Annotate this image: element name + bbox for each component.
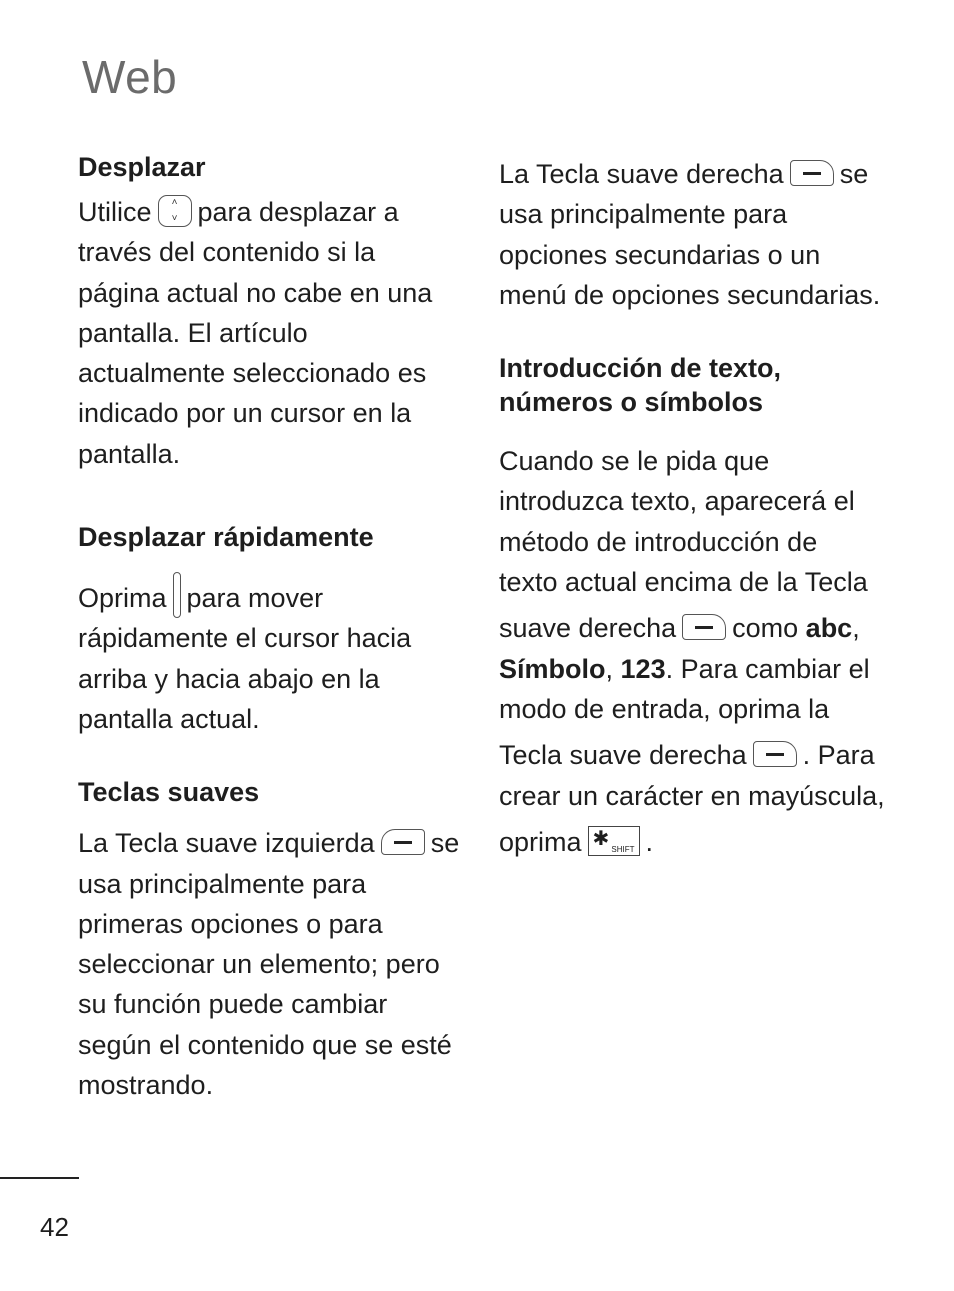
- right-column: [499, 154, 899, 862]
- nav-down-arrow: ˅: [171, 212, 178, 224]
- line: texto actual encima de la Tecla: [499, 567, 868, 598]
- mode-abc: abc: [805, 613, 853, 644]
- line: actualmente seleccionado es: [78, 358, 427, 389]
- right-soft-key-icon: [682, 614, 726, 640]
- heading-line: Introducción de texto,: [499, 353, 782, 384]
- nav-up-arrow: ˄: [171, 196, 178, 208]
- line: indicado por un cursor en la: [78, 398, 412, 429]
- text-oprima: Oprima: [78, 583, 167, 614]
- text-tecla-derecha: La Tecla suave derecha: [499, 159, 784, 189]
- text-utilice: Utilice: [78, 197, 152, 227]
- text-se: se: [430, 828, 460, 859]
- section-heading-desplazar-rapidamente: Desplazar rápidamente: [78, 522, 374, 553]
- paragraph-introduccion: Cuando se le pida que introduzca texto, aparecerá el método de introducción de texto actual encima de la Tecla suave derecha como abc, Símbolo, 123. Para cambiar el modo de entrada, oprima la Tecla suave derecha . Para crear un carácter en mayúscula, oprima ✱ SHIFT .: [499, 441, 899, 862]
- line: seleccionar un elemento; pero: [78, 949, 440, 980]
- shift-key-icon: ✱ SHIFT: [588, 826, 640, 856]
- line: menú de opciones secundarias.: [499, 279, 881, 310]
- line: rápidamente el cursor hacia: [78, 623, 412, 654]
- left-column: [78, 150, 468, 1105]
- line: pantalla. El artículo: [78, 317, 308, 348]
- line: usa principalmente para: [78, 868, 367, 899]
- line: introduzca texto, aparecerá el: [499, 486, 855, 517]
- left-soft-key-icon: [381, 829, 425, 855]
- line: opciones secundarias o un: [499, 239, 821, 270]
- section-heading-teclas-suaves: Teclas suaves: [78, 777, 260, 808]
- line: crear un carácter en mayúscula,: [499, 780, 885, 811]
- line-tecla-derecha: Tecla suave derecha . Para: [499, 740, 875, 771]
- line: mostrando.: [78, 1070, 214, 1101]
- line: usa principalmente para: [499, 199, 788, 230]
- section-heading-introduccion: [499, 351, 899, 419]
- line-oprima-shift: oprima ✱ SHIFT .: [499, 826, 654, 857]
- navigation-key-icon: [158, 195, 192, 227]
- right-soft-key-icon: [753, 741, 797, 767]
- page-title: Web: [82, 51, 178, 103]
- heading-line: números o símbolos: [499, 387, 764, 418]
- line: arriba y hacia abajo en la: [78, 663, 380, 694]
- page-number: 42: [40, 1212, 69, 1242]
- paragraph-tecla-derecha: [499, 154, 899, 315]
- line: pantalla actual.: [78, 703, 260, 734]
- paragraph-teclas-suaves: [78, 823, 468, 1105]
- mode-123: 123: [620, 653, 666, 684]
- paragraph-desplazar: [78, 192, 468, 474]
- line: través del contenido si la: [78, 237, 376, 268]
- line: según el contenido que se esté: [78, 1029, 452, 1060]
- right-soft-key-icon: [790, 160, 834, 186]
- text-se: se: [839, 159, 869, 189]
- paragraph-desplazar-rapidamente: [78, 578, 468, 739]
- text-para-mover: para mover: [186, 583, 324, 614]
- line: página actual no cabe en una: [78, 277, 433, 308]
- footer-rule: [0, 1177, 79, 1179]
- line: primeras opciones o para: [78, 908, 383, 939]
- side-key-icon: [173, 572, 181, 618]
- section-heading-desplazar: Desplazar: [78, 152, 206, 182]
- line: modo de entrada, oprima la: [499, 693, 830, 724]
- line: método de introducción de: [499, 526, 818, 557]
- line-suave-derecha: suave derecha como abc,: [499, 613, 860, 644]
- text-para-desplazar: para desplazar a: [197, 197, 399, 227]
- line: su función puede cambiar: [78, 989, 388, 1020]
- line: Cuando se le pida que: [499, 446, 770, 477]
- mode-simbolo: Símbolo: [499, 653, 606, 684]
- text-tecla-izquierda: La Tecla suave izquierda: [78, 828, 375, 859]
- line: pantalla.: [78, 438, 181, 469]
